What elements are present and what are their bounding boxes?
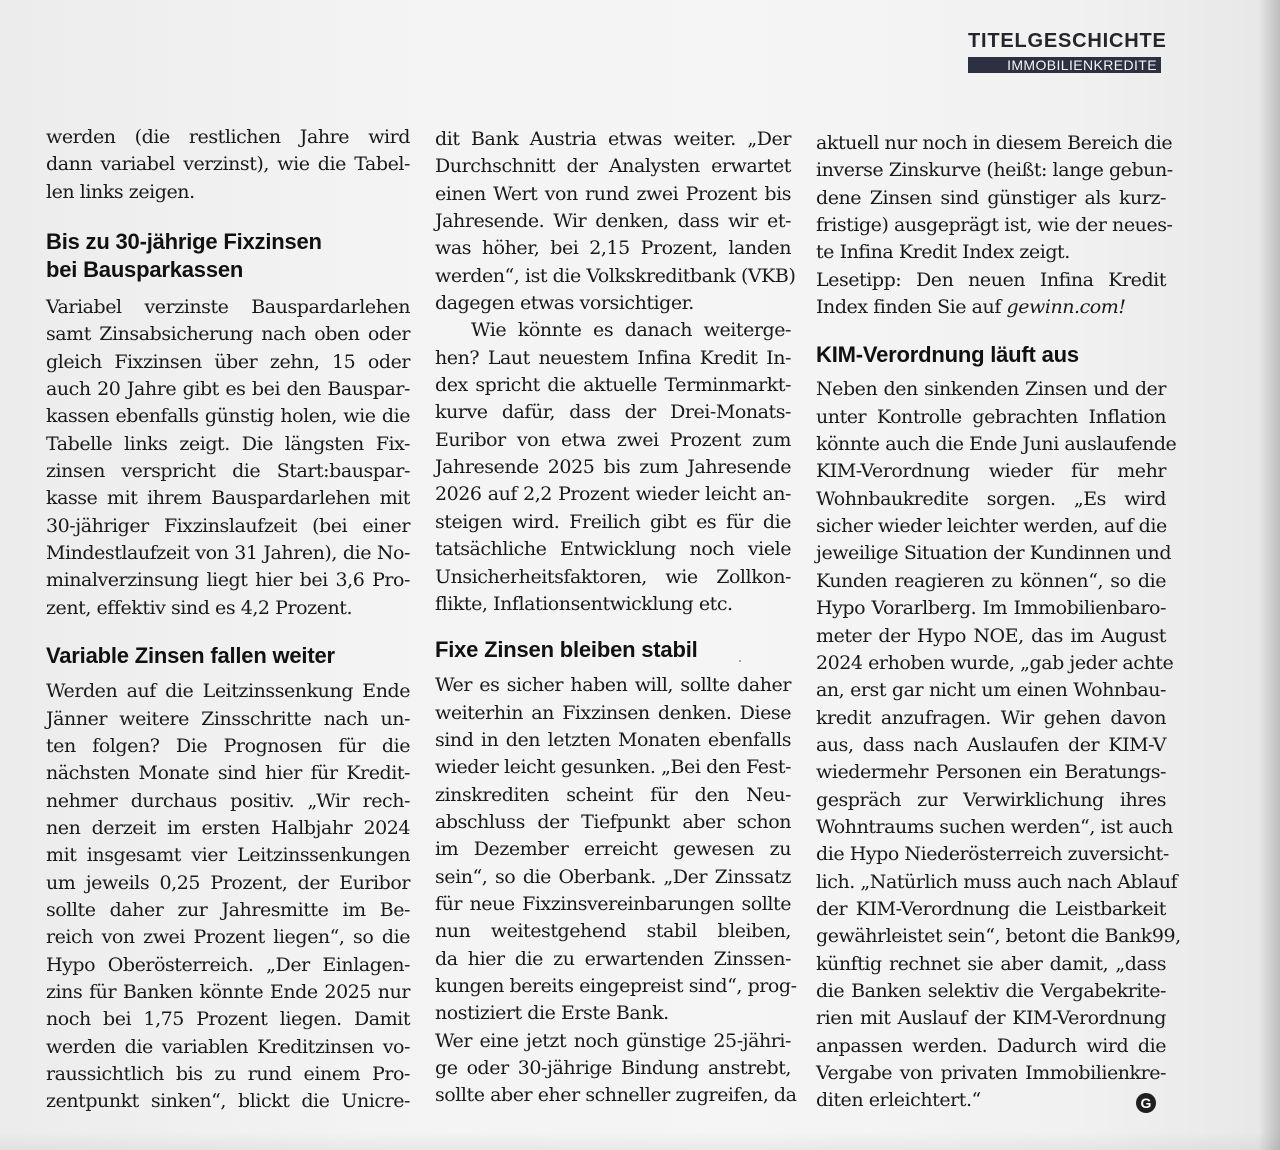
text-line: anpassen werden. Dadurch wird die	[816, 1034, 1166, 1057]
text-line: samt Zinsabsicherung nach oben oder	[46, 323, 410, 346]
text-line: auch 20 Jahre gibt es bei den Bauspar-	[46, 378, 410, 401]
reading-tip-line: Lesetipp: Den neuen Infina Kredit	[816, 268, 1166, 291]
text-line: steigen wird. Freilich gibt es für die	[435, 510, 791, 533]
text-line: Neben den sinkenden Zinsen und der	[816, 378, 1166, 401]
text-line: rien mit Auslauf der KIM-Verordnung	[816, 1007, 1166, 1030]
text-line: jeweilige Situation der Kundinnen und	[816, 542, 1172, 565]
text-line: kurve dafür, dass der Drei-Monats-	[435, 401, 791, 424]
text-line: fristige) ausgeprägt ist, wie der neues-	[816, 214, 1173, 237]
text-line: Mindestlaufzeit von 31 Jahren), die No-	[46, 542, 410, 565]
text-line: kredit anzufragen. Wir gehen davon	[816, 706, 1166, 729]
text-line: wieder leicht gesunken. „Bei den Fest-	[435, 756, 791, 779]
text-line: werden (die restlichen Jahre wird	[46, 126, 410, 148]
text-line: noch bei 1,75 Prozent liegen. Damit	[46, 1008, 410, 1031]
right-intro-text	[816, 130, 1173, 321]
text-line: sollte daher zur Jahresmitte im Be-	[46, 898, 410, 921]
text-line: Wohnbaukredite sorgen. „Es wird	[816, 487, 1166, 510]
right-column	[816, 130, 1181, 1115]
middle-paragraph-1	[435, 317, 791, 618]
text-line: Wer eine jetzt noch günstige 25-jähri-	[435, 1029, 791, 1052]
text-line: kungen bereits eingepreist sind“, prog-	[435, 974, 797, 997]
text-line: ge oder 30-jährige Bindung anstrebt,	[435, 1057, 791, 1079]
gewinn-end-mark-icon: G	[1136, 1093, 1156, 1113]
text-line: Hypo Vorarlberg. Im Immobilienbaro-	[816, 597, 1166, 620]
text-line: zinskrediten scheint für den Neu-	[435, 783, 791, 806]
text-line: aktuell nur noch in diesem Bereich die	[816, 132, 1173, 154]
text-line: Euribor von etwa zwei Prozent zum	[435, 428, 791, 451]
text-line: Wie könnte es danach weiterge-	[471, 319, 791, 342]
text-line: hen? Laut neuestem Infina Kredit In-	[435, 346, 791, 369]
left-intro-text	[46, 124, 410, 206]
text-line: Durchschnitt der Analysten erwartet	[435, 155, 791, 178]
middle-intro-text	[435, 126, 796, 317]
text-line: gleich Fixzinsen über zehn, 15 oder	[46, 350, 410, 373]
text-line: inverse Zinskurve (heißt: lange gebun-	[816, 159, 1173, 182]
text-line: gespräch zur Verwirklichung ihres	[816, 788, 1166, 811]
text-line: Jahresende 2025 bis zum Jahresende	[435, 456, 791, 479]
text-line: Wohntraums suchen werden“, ist auch	[816, 815, 1173, 838]
text-line: Jahresende. Wir denken, dass wir et-	[435, 210, 791, 233]
text-line: aus, dass nach Auslaufen der KIM-V	[816, 733, 1166, 756]
text-line: Hypo Oberösterreich. „Der Einlagen-	[46, 953, 410, 976]
text-line: ten folgen? Die Prognosen für die	[46, 734, 410, 757]
text-line: an, erst gar nicht um einen Wohnbau-	[816, 679, 1166, 702]
left-heading-1	[46, 228, 410, 284]
text-line: minalverzinsung liegt hier bei 3,6 Pro-	[46, 569, 410, 592]
middle-paragraph-3	[435, 1028, 797, 1110]
rubric-title: TITELGESCHICHTE	[968, 30, 1167, 52]
text-line: raussichtlich bis zu rund einem Pro-	[46, 1062, 410, 1085]
text-line: zentpunkt sinken“, blickt die Unicre-	[46, 1090, 410, 1113]
heading-line: Bis zu 30-jährige Fixzinsen	[46, 229, 322, 255]
text-line: abschluss der Tiefpunkt aber schon	[435, 810, 791, 833]
reading-tip-link-line	[816, 294, 1166, 321]
page-fold-shadow	[1258, 0, 1280, 1150]
text-line: nächsten Monate sind hier für Kredit-	[46, 762, 410, 785]
text-line: werden“, ist die Volkskreditbank (VKB)	[435, 264, 796, 287]
text-line: Werden auf die Leitzinssenkung Ende	[46, 680, 410, 703]
left-heading-2: Variable Zinsen fallen weiter	[46, 643, 335, 669]
text-line: 30-jähriger Fixzinslaufzeit (bei einer	[46, 514, 410, 537]
text-line: zent, effektiv sind es 4,2 Prozent.	[46, 596, 353, 619]
text-line: 2026 auf 2,2 Prozent wieder leicht an-	[435, 483, 791, 506]
text-line: Variabel verzinste Bauspardarlehen	[46, 296, 410, 319]
right-heading: KIM-Verordnung läuft aus	[816, 342, 1079, 368]
text-line: len links zeigen.	[46, 180, 195, 203]
text-line: dit Bank Austria etwas weiter. „Der	[435, 128, 791, 150]
text-line: reich von zwei Prozent liegen“, so die	[46, 926, 410, 949]
page-bottom-shadow	[0, 1132, 1280, 1150]
section-rubric	[968, 30, 1167, 73]
text-line: tatsächliche Entwicklung noch viele	[435, 538, 791, 561]
text-line: Tabelle links zeigt. Die längsten Fix-	[46, 432, 410, 455]
text-line: sicher wieder leichter werden, auf die	[816, 515, 1167, 538]
print-speck	[739, 660, 741, 662]
text-line: künftig rechnet sie aber damit, „dass	[816, 952, 1166, 975]
left-paragraph-2	[46, 678, 410, 1116]
text-line: einen Wert von rund zwei Prozent bis	[435, 182, 791, 205]
text-line: nen derzeit im ersten Halbjahr 2024	[46, 816, 410, 839]
text-line: 2024 erhoben wurde, „gab jeder achte	[816, 651, 1174, 674]
text-line: nun weitestgehend stabil bleiben,	[435, 920, 791, 943]
text-line: der KIM-Verordnung die Leistbarkeit	[816, 897, 1166, 920]
text-line: sein“, so die Oberbank. „Der Zinssatz	[435, 865, 791, 888]
text-line: meter der Hypo NOE, das im August	[816, 624, 1166, 647]
text-line: Vergabe von privaten Immobilienkre-	[816, 1062, 1166, 1084]
middle-paragraph-2	[435, 672, 797, 1027]
text-line: sollte aber eher schneller zugreifen, da	[435, 1084, 797, 1107]
text-line: was höher, bei 2,15 Prozent, landen	[435, 237, 791, 260]
left-paragraph-1	[46, 294, 410, 622]
middle-heading: Fixe Zinsen bleiben stabil	[435, 637, 698, 663]
gewinn-link[interactable]: gewinn.com!	[1006, 296, 1126, 319]
text-line: unter Kontrolle gebrachten Inflation	[816, 405, 1166, 428]
text-line: dene Zinsen sind günstiger als kurz-	[816, 186, 1166, 209]
heading-line: bei Bausparkassen	[46, 257, 244, 283]
text-line: dann variabel verzinst), wie die Tabel-	[46, 153, 410, 176]
text-line: Jänner weitere Zinsschritte nach un-	[46, 707, 410, 730]
rubric-subtitle: IMMOBILIENKREDITE	[968, 57, 1161, 73]
text-line: könnte auch die Ende Juni auslaufende	[816, 433, 1177, 456]
text-line: te Infina Kredit Index zeigt.	[816, 241, 1070, 264]
text-line: Unsicherheitsfaktoren, wie Zollkon-	[435, 565, 791, 588]
text-line: mit insgesamt vier Leitzinssenkungen	[46, 844, 410, 867]
text-line: nostiziert die Erste Bank.	[435, 1002, 669, 1025]
text-line: zins für Banken könnte Ende 2025 nur	[46, 980, 410, 1003]
text-line: flikte, Inflationsentwicklung etc.	[435, 592, 733, 615]
text-line: Kunden reagieren zu können“, so die	[816, 569, 1166, 592]
text-line: weiterhin an Fixzinsen denken. Diese	[435, 701, 791, 724]
text-line: um jeweils 0,25 Prozent, der Euribor	[46, 871, 410, 894]
text-line: dagegen etwas vorsichtiger.	[435, 292, 694, 315]
text-line: werden die variablen Kreditzinsen vo-	[46, 1035, 410, 1058]
text-line: die Hypo Niederösterreich zuversicht-	[816, 843, 1169, 866]
text-line: da hier die zu erwartenden Zinssen-	[435, 947, 791, 970]
text-line: diten erleichtert.“	[816, 1089, 981, 1112]
left-column	[46, 124, 410, 1116]
text-line: im Dezember erreicht gewesen zu	[435, 838, 791, 861]
text-line: wiedermehr Personen ein Beratungs-	[816, 761, 1166, 784]
right-paragraph	[816, 376, 1181, 1114]
text-line: die Banken selektiv die Vergabekrite-	[816, 979, 1166, 1002]
text-line: lich. „Natürlich muss auch nach Ablauf	[816, 870, 1178, 893]
text-line: KIM-Verordnung wieder für mehr	[816, 460, 1166, 483]
text-line: gewährleistet sein“, betont die Bank99,	[816, 925, 1181, 948]
text-line: dex spricht die aktuelle Terminmarkt-	[435, 374, 791, 397]
text-line: Wer es sicher haben will, sollte daher	[435, 674, 791, 697]
text-line: kassen ebenfalls günstig holen, wie die	[46, 405, 410, 428]
text-line: kasse mit ihrem Bauspardarlehen mit	[46, 487, 410, 510]
text-line: nehmer durchaus positiv. „Wir rech-	[46, 789, 410, 812]
text-line: sind in den letzten Monaten ebenfalls	[435, 728, 791, 751]
text-line: zinsen verspricht die Start:bauspar-	[46, 460, 410, 483]
middle-column	[435, 126, 797, 1110]
reading-tip-prefix: Index finden Sie auf	[816, 296, 1007, 319]
text-line: für neue Fixzinsvereinbarungen sollte	[435, 892, 791, 915]
